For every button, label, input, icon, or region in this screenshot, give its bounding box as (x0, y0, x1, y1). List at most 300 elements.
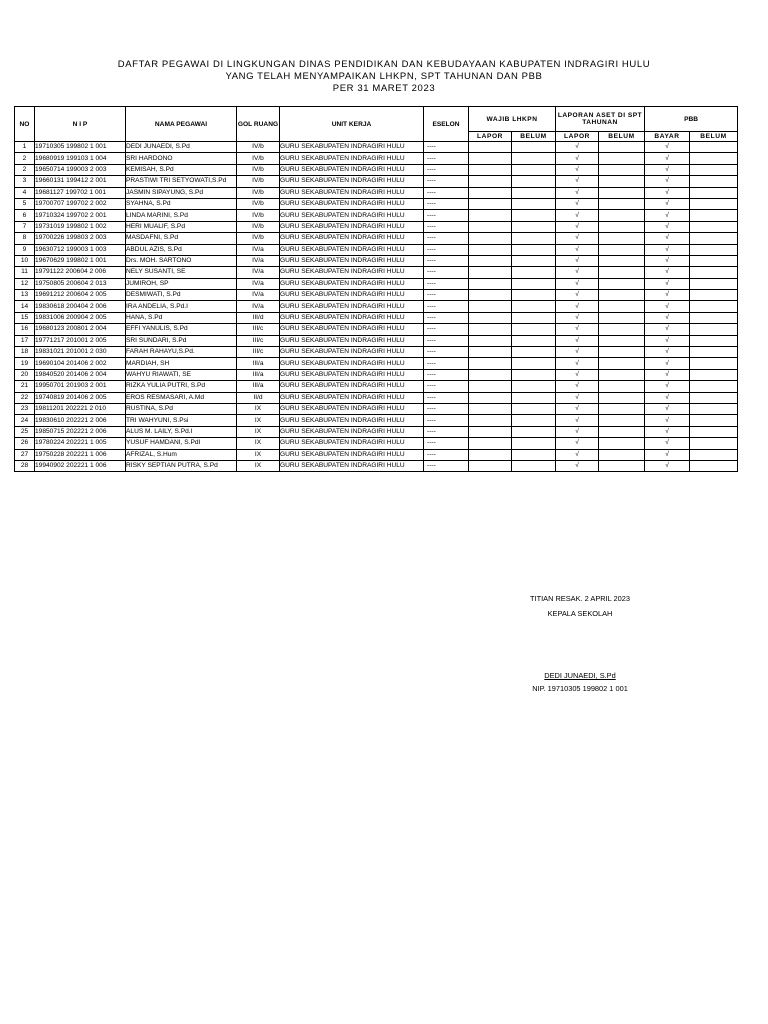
row-lhkpn-lapor (469, 153, 512, 164)
row-unit: GURU SEKABUPATEN INDRAGIRI HULU (280, 267, 424, 278)
table-row (15, 358, 738, 369)
row-pbb-bayar: √ (645, 426, 690, 437)
row-no: 8 (15, 233, 35, 244)
row-spt-belum (599, 153, 645, 164)
row-nip: 19691212 200604 2 005 (35, 290, 126, 301)
row-nip: 19750805 200604 2 013 (35, 278, 126, 289)
row-nama: ABDUL AZIS, S.Pd (126, 244, 237, 255)
row-gol: IX (237, 403, 280, 414)
row-no: 13 (15, 290, 35, 301)
row-gol: IV/b (237, 187, 280, 198)
row-gol: IV/b (237, 198, 280, 209)
row-no: 7 (15, 221, 35, 232)
row-gol: III/c (237, 335, 280, 346)
row-gol: IV/a (237, 301, 280, 312)
row-gol: III/a (237, 369, 280, 380)
row-gol: IV/b (237, 176, 280, 187)
row-lhkpn-belum (512, 403, 556, 414)
row-pbb-bayar: √ (645, 403, 690, 414)
row-lhkpn-lapor (469, 460, 512, 471)
row-gol: IV/a (237, 278, 280, 289)
row-pbb-belum (690, 460, 738, 471)
row-lhkpn-lapor (469, 449, 512, 460)
row-lhkpn-belum (512, 324, 556, 335)
row-eselon: ---- (424, 426, 469, 437)
row-pbb-bayar: √ (645, 335, 690, 346)
row-pbb-belum (690, 381, 738, 392)
row-lhkpn-lapor (469, 369, 512, 380)
row-lhkpn-belum (512, 176, 556, 187)
row-pbb-belum (690, 153, 738, 164)
row-spt-lapor: √ (556, 335, 599, 346)
row-nip: 19771217 201001 2 005 (35, 335, 126, 346)
row-nama: MARDIAH, SH (126, 358, 237, 369)
employee-table (14, 106, 738, 472)
row-eselon: ---- (424, 449, 469, 460)
row-spt-belum (599, 278, 645, 289)
table-row (15, 187, 738, 198)
row-pbb-belum (690, 210, 738, 221)
row-nama: DESMIWATI, S.Pd (126, 290, 237, 301)
row-gol: IV/a (237, 255, 280, 266)
row-nip: 19630712 199003 1 003 (35, 244, 126, 255)
row-lhkpn-lapor (469, 210, 512, 221)
row-lhkpn-belum (512, 438, 556, 449)
row-nama: PRASTIWI TRI SETYOWATI,S.Pd (126, 176, 237, 187)
row-spt-lapor: √ (556, 426, 599, 437)
row-spt-belum (599, 347, 645, 358)
row-lhkpn-lapor (469, 278, 512, 289)
row-nip: 19681127 199702 1 001 (35, 187, 126, 198)
table-row (15, 415, 738, 426)
row-lhkpn-belum (512, 358, 556, 369)
row-pbb-bayar: √ (645, 278, 690, 289)
row-pbb-belum (690, 403, 738, 414)
row-unit: GURU SEKABUPATEN INDRAGIRI HULU (280, 358, 424, 369)
table-row (15, 233, 738, 244)
row-no: 5 (15, 198, 35, 209)
row-pbb-bayar: √ (645, 198, 690, 209)
row-spt-lapor: √ (556, 255, 599, 266)
row-eselon: ---- (424, 210, 469, 221)
row-unit: GURU SEKABUPATEN INDRAGIRI HULU (280, 449, 424, 460)
row-unit: GURU SEKABUPATEN INDRAGIRI HULU (280, 324, 424, 335)
row-eselon: ---- (424, 438, 469, 449)
row-pbb-belum (690, 392, 738, 403)
row-spt-lapor: √ (556, 358, 599, 369)
row-unit: GURU SEKABUPATEN INDRAGIRI HULU (280, 198, 424, 209)
row-nama: RISKY SEPTIAN PUTRA, S.Pd (126, 460, 237, 471)
row-lhkpn-lapor (469, 187, 512, 198)
row-gol: IV/b (237, 164, 280, 175)
table-row (15, 278, 738, 289)
row-spt-belum (599, 244, 645, 255)
row-gol: IX (237, 426, 280, 437)
row-unit: GURU SEKABUPATEN INDRAGIRI HULU (280, 312, 424, 323)
row-no: 18 (15, 347, 35, 358)
row-lhkpn-belum (512, 164, 556, 175)
row-nip: 19700707 199702 2 002 (35, 198, 126, 209)
row-spt-belum (599, 267, 645, 278)
row-lhkpn-belum (512, 142, 556, 153)
row-lhkpn-lapor (469, 403, 512, 414)
row-eselon: ---- (424, 153, 469, 164)
row-unit: GURU SEKABUPATEN INDRAGIRI HULU (280, 290, 424, 301)
row-eselon: ---- (424, 267, 469, 278)
document-title-line-1: DAFTAR PEGAWAI DI LINGKUNGAN DINAS PENDIDIKAN DAN KEBUDAYAAN KABUPATEN INDRAGIRI HULU (117, 59, 651, 70)
row-lhkpn-belum (512, 312, 556, 323)
row-pbb-bayar: √ (645, 233, 690, 244)
row-nip: 19731019 199802 1 002 (35, 221, 126, 232)
header-wajib-lhkpn: WAJIB LHKPN (469, 107, 556, 132)
row-nip: 19830618 200404 2 006 (35, 301, 126, 312)
row-pbb-bayar: √ (645, 381, 690, 392)
header-laporan-aset-spt: LAPORAN ASET DI SPT TAHUNAN (556, 107, 645, 132)
row-eselon: ---- (424, 233, 469, 244)
table-row (15, 460, 738, 471)
row-spt-belum (599, 335, 645, 346)
row-spt-lapor: √ (556, 369, 599, 380)
row-nip: 19680123 200801 2 004 (35, 324, 126, 335)
row-gol: IV/b (237, 221, 280, 232)
row-no: 11 (15, 267, 35, 278)
table-row (15, 153, 738, 164)
row-no: 21 (15, 381, 35, 392)
row-pbb-belum (690, 335, 738, 346)
row-unit: GURU SEKABUPATEN INDRAGIRI HULU (280, 335, 424, 346)
row-gol: IV/a (237, 244, 280, 255)
row-unit: GURU SEKABUPATEN INDRAGIRI HULU (280, 176, 424, 187)
row-unit: GURU SEKABUPATEN INDRAGIRI HULU (280, 278, 424, 289)
table-row (15, 335, 738, 346)
row-eselon: ---- (424, 335, 469, 346)
row-nip: 19950701 201903 2 001 (35, 381, 126, 392)
header-spt-belum: BELUM (599, 132, 645, 142)
row-pbb-belum (690, 198, 738, 209)
row-unit: GURU SEKABUPATEN INDRAGIRI HULU (280, 255, 424, 266)
table-row (15, 438, 738, 449)
row-gol: III/a (237, 381, 280, 392)
row-spt-lapor: √ (556, 403, 599, 414)
row-lhkpn-lapor (469, 301, 512, 312)
row-eselon: ---- (424, 221, 469, 232)
row-no: 2 (15, 153, 35, 164)
row-gol: III/d (237, 312, 280, 323)
row-spt-lapor: √ (556, 142, 599, 153)
row-unit: GURU SEKABUPATEN INDRAGIRI HULU (280, 142, 424, 153)
row-spt-lapor: √ (556, 176, 599, 187)
row-lhkpn-belum (512, 426, 556, 437)
row-lhkpn-belum (512, 335, 556, 346)
row-eselon: ---- (424, 415, 469, 426)
table-row (15, 267, 738, 278)
header-gol-ruang: GOL RUANG (237, 107, 280, 142)
row-nip: 19650714 199003 2 003 (35, 164, 126, 175)
row-unit: GURU SEKABUPATEN INDRAGIRI HULU (280, 233, 424, 244)
row-spt-lapor: √ (556, 233, 599, 244)
header-eselon: ESELON (424, 107, 469, 142)
row-lhkpn-lapor (469, 381, 512, 392)
row-nip: 19700226 199803 2 003 (35, 233, 126, 244)
row-lhkpn-lapor (469, 324, 512, 335)
row-pbb-belum (690, 358, 738, 369)
row-spt-belum (599, 381, 645, 392)
row-no: 27 (15, 449, 35, 460)
header-spt-lapor: LAPOR (556, 132, 599, 142)
row-pbb-belum (690, 347, 738, 358)
row-pbb-bayar: √ (645, 142, 690, 153)
row-lhkpn-lapor (469, 255, 512, 266)
row-spt-lapor: √ (556, 221, 599, 232)
row-pbb-bayar: √ (645, 347, 690, 358)
row-gol: IV/b (237, 210, 280, 221)
row-pbb-bayar: √ (645, 210, 690, 221)
row-nip: 19710305 199802 1 001 (35, 142, 126, 153)
row-lhkpn-lapor (469, 244, 512, 255)
row-lhkpn-belum (512, 187, 556, 198)
row-spt-belum (599, 358, 645, 369)
row-lhkpn-lapor (469, 164, 512, 175)
row-spt-belum (599, 142, 645, 153)
row-pbb-belum (690, 142, 738, 153)
row-unit: GURU SEKABUPATEN INDRAGIRI HULU (280, 347, 424, 358)
row-gol: III/c (237, 324, 280, 335)
row-spt-belum (599, 221, 645, 232)
row-nip: 19780224 202221 1 005 (35, 438, 126, 449)
row-lhkpn-lapor (469, 347, 512, 358)
row-pbb-bayar: √ (645, 438, 690, 449)
row-no: 28 (15, 460, 35, 471)
row-pbb-belum (690, 290, 738, 301)
row-nip: 19740819 201406 2 005 (35, 392, 126, 403)
row-no: 19 (15, 358, 35, 369)
row-lhkpn-belum (512, 233, 556, 244)
row-lhkpn-lapor (469, 358, 512, 369)
row-nip: 19840520 201406 2 004 (35, 369, 126, 380)
row-unit: GURU SEKABUPATEN INDRAGIRI HULU (280, 426, 424, 437)
row-no: 20 (15, 369, 35, 380)
row-gol: IV/b (237, 153, 280, 164)
row-spt-belum (599, 324, 645, 335)
row-lhkpn-lapor (469, 267, 512, 278)
row-nip: 19831006 200904 2 005 (35, 312, 126, 323)
row-lhkpn-belum (512, 381, 556, 392)
row-gol: III/c (237, 347, 280, 358)
row-pbb-belum (690, 449, 738, 460)
row-gol: IV/a (237, 290, 280, 301)
row-no: 15 (15, 312, 35, 323)
row-nama: KEMISAH, S.Pd (126, 164, 237, 175)
row-no: 2 (15, 164, 35, 175)
row-pbb-belum (690, 221, 738, 232)
row-spt-lapor: √ (556, 267, 599, 278)
row-lhkpn-lapor (469, 426, 512, 437)
row-nama: DEDI JUNAEDI, S.Pd (126, 142, 237, 153)
row-eselon: ---- (424, 347, 469, 358)
row-eselon: ---- (424, 164, 469, 175)
row-gol: II/d (237, 392, 280, 403)
row-spt-lapor: √ (556, 324, 599, 335)
row-lhkpn-belum (512, 460, 556, 471)
row-nip: 19831021 201001 2 030 (35, 347, 126, 358)
row-unit: GURU SEKABUPATEN INDRAGIRI HULU (280, 153, 424, 164)
row-spt-belum (599, 255, 645, 266)
row-eselon: ---- (424, 403, 469, 414)
row-spt-belum (599, 187, 645, 198)
row-nama: IRA ANDELIA, S.Pd.I (126, 301, 237, 312)
row-pbb-belum (690, 244, 738, 255)
row-eselon: ---- (424, 278, 469, 289)
row-pbb-belum (690, 301, 738, 312)
row-no: 9 (15, 244, 35, 255)
row-spt-lapor: √ (556, 198, 599, 209)
row-pbb-belum (690, 187, 738, 198)
document-title-line-3: PER 31 MARET 2023 (332, 83, 436, 94)
table-row (15, 255, 738, 266)
row-pbb-belum (690, 438, 738, 449)
table-row (15, 324, 738, 335)
row-nama: HERI MUALIF, S.Pd (126, 221, 237, 232)
row-spt-lapor: √ (556, 438, 599, 449)
row-nama: SYAHNA, S.Pd (126, 198, 237, 209)
row-spt-lapor: √ (556, 290, 599, 301)
row-nip: 19791122 200604 2 006 (35, 267, 126, 278)
row-lhkpn-lapor (469, 415, 512, 426)
row-eselon: ---- (424, 369, 469, 380)
row-pbb-bayar: √ (645, 369, 690, 380)
row-pbb-bayar: √ (645, 255, 690, 266)
row-pbb-belum (690, 312, 738, 323)
table-row (15, 369, 738, 380)
signature-role: KEPALA SEKOLAH (547, 609, 613, 618)
table-row (15, 244, 738, 255)
row-pbb-belum (690, 415, 738, 426)
row-gol: IV/b (237, 233, 280, 244)
row-nama: AFRIZAL, S.Hum (126, 449, 237, 460)
row-spt-belum (599, 210, 645, 221)
row-nama: Drs. MOH. SARTONO (126, 255, 237, 266)
row-nama: HANA, S.Pd (126, 312, 237, 323)
row-nama: MASDAFNI, S.Pd (126, 233, 237, 244)
row-lhkpn-belum (512, 221, 556, 232)
row-nama: EFFI YANULIS, S.Pd (126, 324, 237, 335)
row-nip: 19850715 202221 2 006 (35, 426, 126, 437)
row-nip: 19670629 199802 1 001 (35, 255, 126, 266)
row-eselon: ---- (424, 324, 469, 335)
row-pbb-bayar: √ (645, 221, 690, 232)
table-body (15, 142, 738, 472)
row-spt-belum (599, 198, 645, 209)
header-pbb-bayar: BAYAR (645, 132, 690, 142)
row-gol: IX (237, 438, 280, 449)
row-unit: GURU SEKABUPATEN INDRAGIRI HULU (280, 415, 424, 426)
row-eselon: ---- (424, 312, 469, 323)
row-lhkpn-belum (512, 278, 556, 289)
row-nama: LINDA MARINI, S.Pd (126, 210, 237, 221)
row-spt-belum (599, 290, 645, 301)
row-lhkpn-belum (512, 198, 556, 209)
row-spt-lapor: √ (556, 312, 599, 323)
row-unit: GURU SEKABUPATEN INDRAGIRI HULU (280, 210, 424, 221)
row-nama: ALUS M. LAILY, S.Pd.I (126, 426, 237, 437)
row-spt-belum (599, 233, 645, 244)
row-spt-belum (599, 403, 645, 414)
row-unit: GURU SEKABUPATEN INDRAGIRI HULU (280, 301, 424, 312)
row-unit: GURU SEKABUPATEN INDRAGIRI HULU (280, 221, 424, 232)
row-unit: GURU SEKABUPATEN INDRAGIRI HULU (280, 460, 424, 471)
row-spt-lapor: √ (556, 301, 599, 312)
row-eselon: ---- (424, 142, 469, 153)
row-pbb-bayar: √ (645, 164, 690, 175)
row-eselon: ---- (424, 301, 469, 312)
table-row (15, 176, 738, 187)
row-lhkpn-belum (512, 210, 556, 221)
row-lhkpn-belum (512, 369, 556, 380)
row-no: 10 (15, 255, 35, 266)
header-lhkpn-belum: BELUM (512, 132, 556, 142)
row-no: 22 (15, 392, 35, 403)
row-spt-belum (599, 438, 645, 449)
signature-name: DEDI JUNAEDI, S.Pd (544, 671, 616, 680)
table-row (15, 403, 738, 414)
row-gol: IX (237, 460, 280, 471)
row-pbb-bayar: √ (645, 176, 690, 187)
row-lhkpn-lapor (469, 392, 512, 403)
row-lhkpn-lapor (469, 176, 512, 187)
table-row (15, 392, 738, 403)
row-spt-lapor: √ (556, 210, 599, 221)
row-spt-lapor: √ (556, 278, 599, 289)
table-row (15, 210, 738, 221)
table-row (15, 164, 738, 175)
row-nip: 19680919 199103 1 004 (35, 153, 126, 164)
signature-place-date: TITIAN RESAK. 2 APRIL 2023 (530, 594, 630, 603)
row-no: 25 (15, 426, 35, 437)
row-pbb-belum (690, 267, 738, 278)
row-pbb-bayar: √ (645, 187, 690, 198)
row-nama: WAHYU RIAWATI, SE (126, 369, 237, 380)
row-spt-lapor: √ (556, 164, 599, 175)
row-gol: IV/a (237, 267, 280, 278)
row-spt-lapor: √ (556, 347, 599, 358)
row-eselon: ---- (424, 198, 469, 209)
signature-nip: NIP. 19710305 199802 1 001 (532, 684, 628, 693)
row-nama: SRI HARDONO (126, 153, 237, 164)
row-pbb-belum (690, 278, 738, 289)
table-row (15, 301, 738, 312)
table-row (15, 221, 738, 232)
row-spt-belum (599, 449, 645, 460)
row-lhkpn-belum (512, 392, 556, 403)
row-pbb-bayar: √ (645, 312, 690, 323)
row-eselon: ---- (424, 358, 469, 369)
row-nama: YUSUF HAMDANI, S.PdI (126, 438, 237, 449)
row-nip: 19811201 202221 2 010 (35, 403, 126, 414)
row-unit: GURU SEKABUPATEN INDRAGIRI HULU (280, 187, 424, 198)
row-no: 16 (15, 324, 35, 335)
row-eselon: ---- (424, 381, 469, 392)
row-lhkpn-belum (512, 153, 556, 164)
header-lhkpn-lapor: LAPOR (469, 132, 512, 142)
row-eselon: ---- (424, 392, 469, 403)
row-unit: GURU SEKABUPATEN INDRAGIRI HULU (280, 381, 424, 392)
row-lhkpn-belum (512, 415, 556, 426)
row-lhkpn-belum (512, 255, 556, 266)
row-unit: GURU SEKABUPATEN INDRAGIRI HULU (280, 369, 424, 380)
row-spt-belum (599, 392, 645, 403)
row-unit: GURU SEKABUPATEN INDRAGIRI HULU (280, 438, 424, 449)
row-no: 24 (15, 415, 35, 426)
